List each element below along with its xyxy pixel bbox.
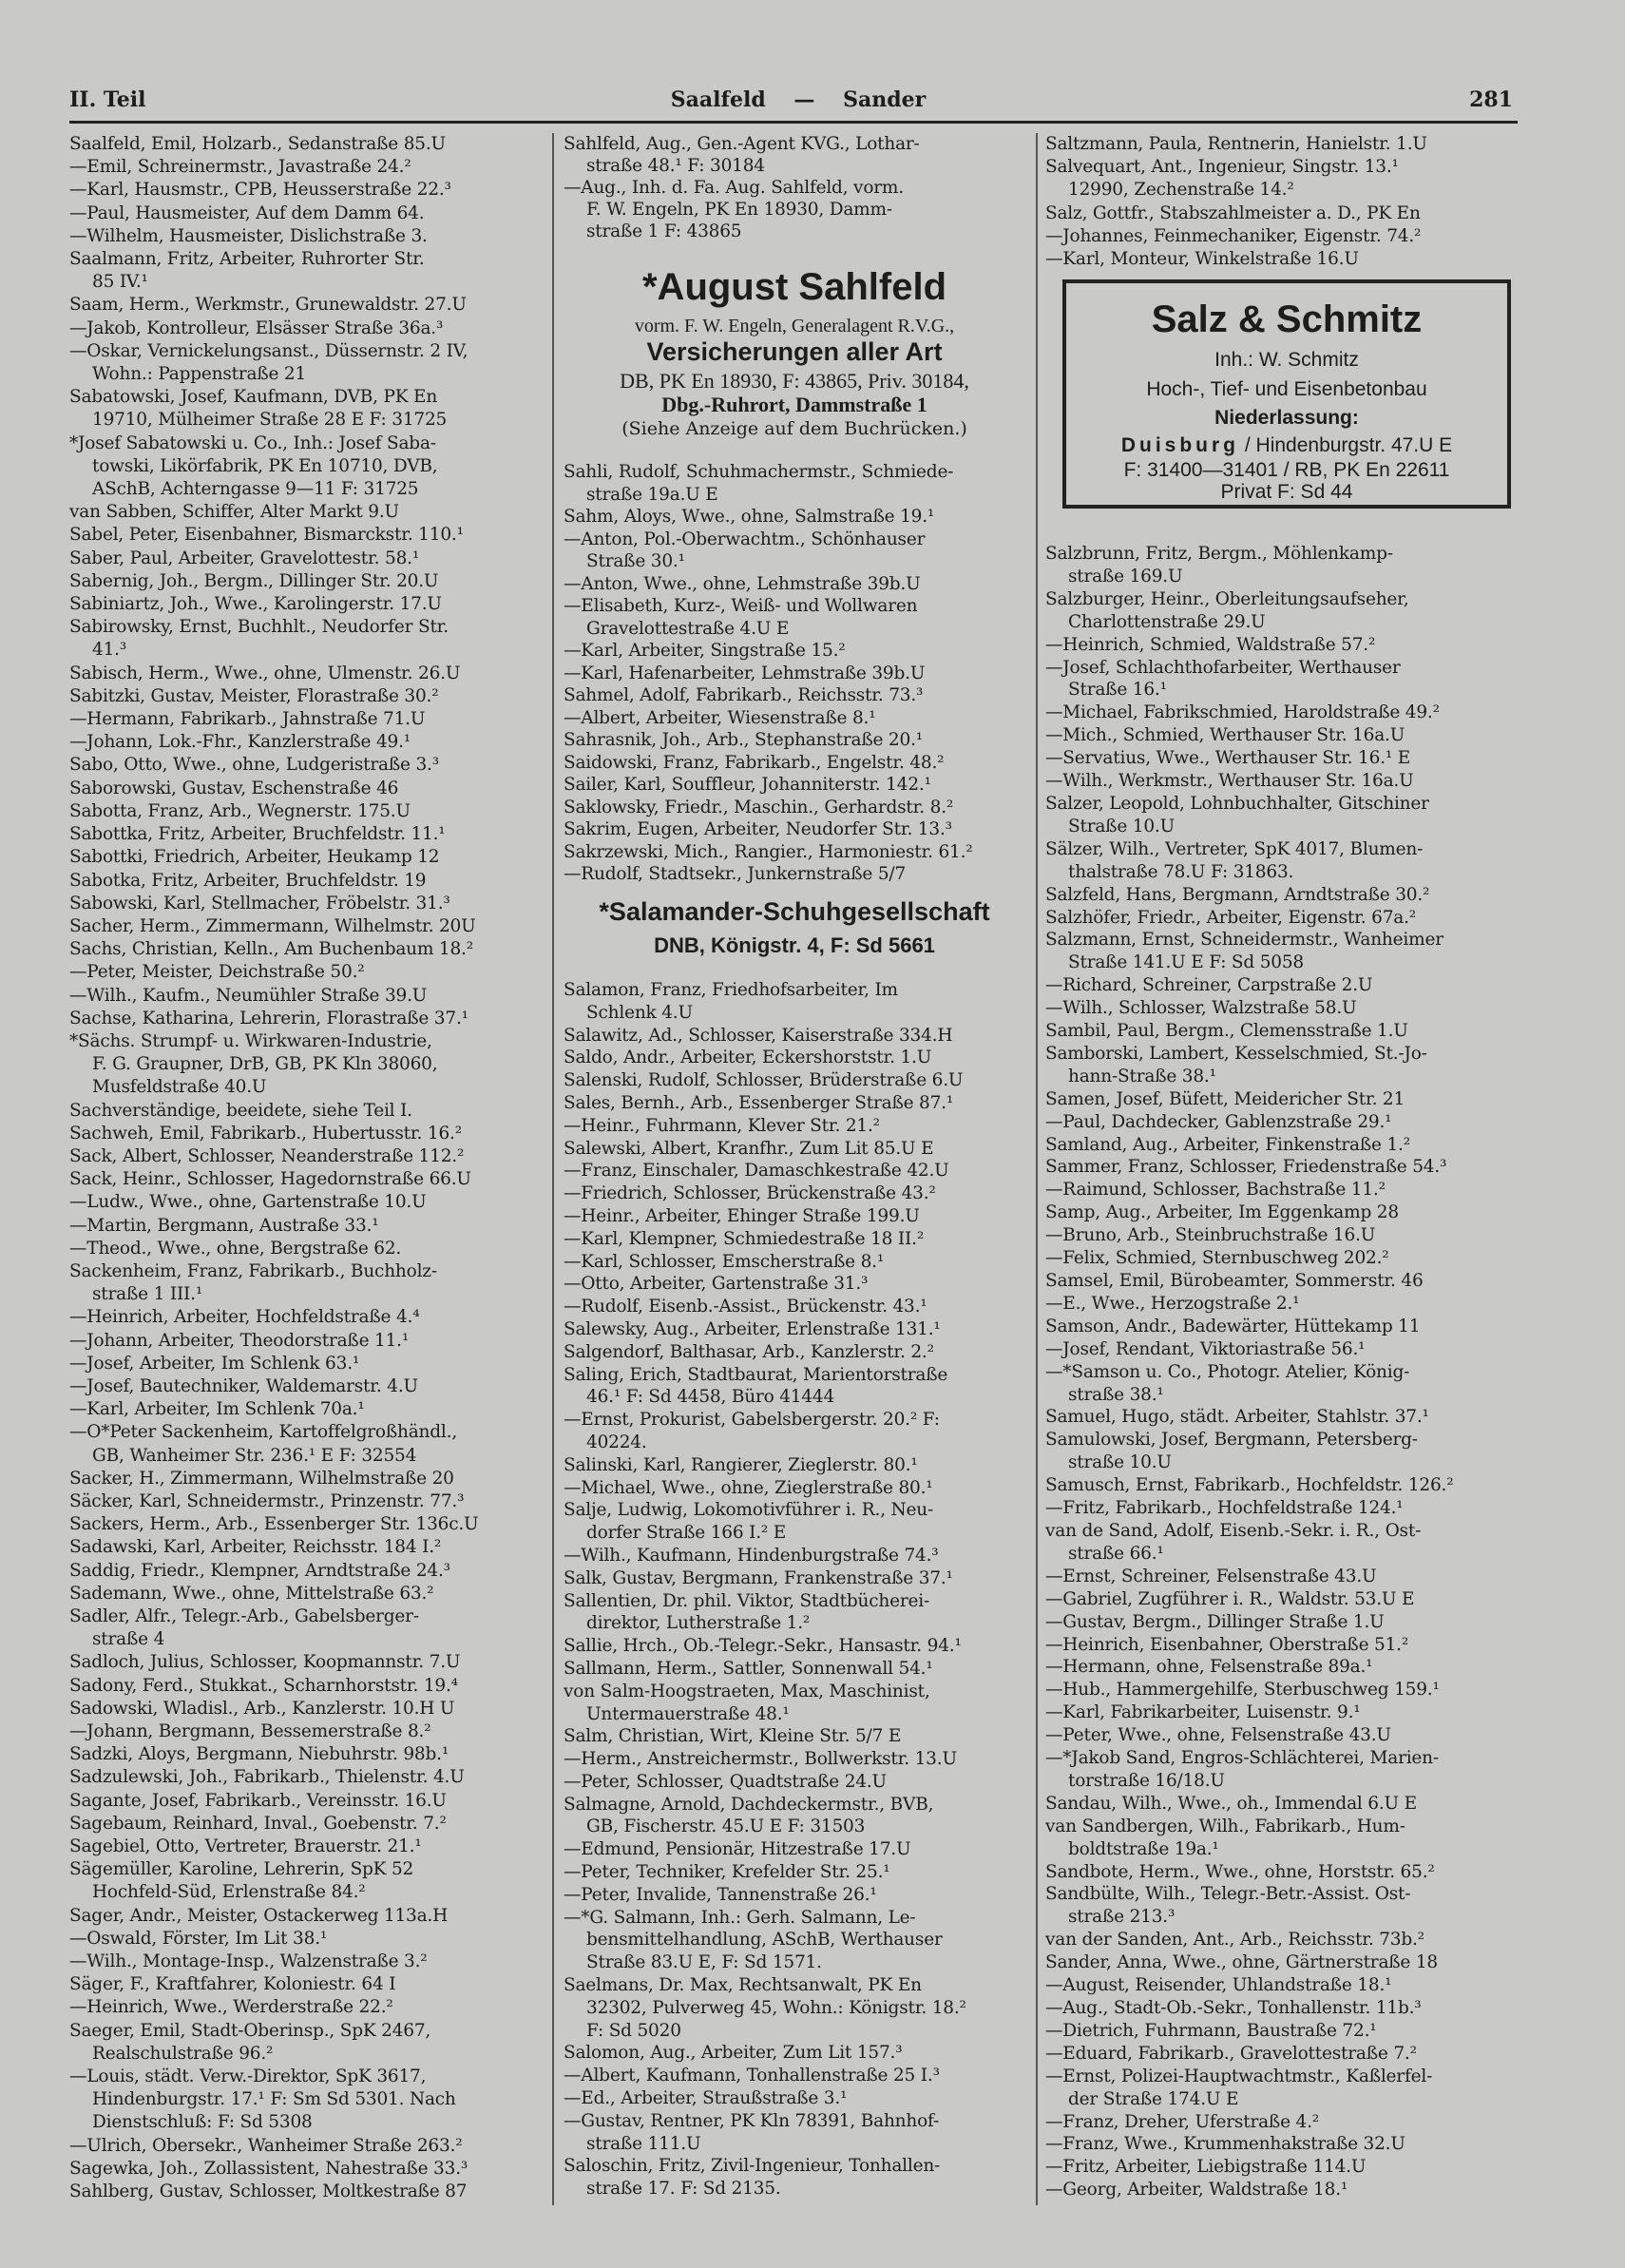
directory-entry-line: —Paul, Dachdecker, Gablenzstraße 29.¹ bbox=[1045, 1111, 1392, 1132]
directory-entry-line: Sagante, Josef, Fabrikarb., Vereinsstr. 16.U bbox=[69, 1790, 447, 1811]
directory-entry-line: —Mich., Schmied, Werthauser Str. 16a.U bbox=[1045, 725, 1405, 746]
directory-entry-line: Sadzulewski, Joh., Fabrikarb., Thielenstr. 4.U bbox=[69, 1767, 465, 1788]
directory-entry-line: van Sabben, Schiffer, Alter Markt 9.U bbox=[69, 502, 399, 523]
entry-continuation-line: torstraße 16/18.U bbox=[1068, 1770, 1225, 1791]
directory-entry-line: Sakrim, Eugen, Arbeiter, Neudorfer Str. 13.³ bbox=[564, 819, 952, 839]
directory-entry-line: Saam, Herm., Werkmstr., Grunewaldstr. 27.U bbox=[69, 295, 467, 316]
directory-entry-line: —Anton, Pol.-Oberwachtm., Schönhauser bbox=[564, 529, 926, 549]
directory-entry-line: Sachse, Katharina, Lehrerin, Florastraße 37.¹ bbox=[69, 1008, 468, 1028]
directory-entry-line: —Heinrich, Wwe., Werderstraße 22.² bbox=[69, 1997, 393, 2018]
directory-entry-line: —Johann, Lok.-Fhr., Kanzlerstraße 49.¹ bbox=[69, 732, 411, 753]
directory-entry-line: —Servatius, Wwe., Werthauser Str. 16.¹ E bbox=[1045, 748, 1411, 769]
range-to: Sander bbox=[843, 87, 927, 112]
directory-entry-line: —Jakob, Kontrolleur, Elsässer Straße 36a.³ bbox=[69, 317, 444, 338]
directory-entry-line: —Heinrich, Eisenbahner, Oberstraße 51.² bbox=[1045, 1634, 1409, 1655]
directory-entry-line: —Georg, Arbeiter, Waldstraße 18.¹ bbox=[1045, 2180, 1348, 2201]
directory-entry-line: Salzfeld, Hans, Bergmann, Arndtstraße 30.² bbox=[1045, 884, 1430, 905]
column-divider bbox=[1036, 133, 1038, 2205]
ad-trade: Hoch-, Tief- und Eisenbetonbau bbox=[1146, 378, 1427, 400]
directory-entry-line: Sabiniartz, Joh., Wwe., Karolingerstr. 17.U bbox=[69, 594, 442, 615]
directory-entry-line: —Heinrich, Arbeiter, Hochfeldstraße 4.⁴ bbox=[69, 1307, 420, 1328]
directory-entry-line: Sabirowsky, Ernst, Buchhlt., Neudorfer Str. bbox=[69, 617, 449, 638]
directory-entry-line: Sadawski, Karl, Arbeiter, Reichsstr. 184 I.² bbox=[69, 1537, 442, 1558]
column-2-entries-c bbox=[564, 979, 1025, 2201]
directory-entry-line: —Wilh., Werkmstr., Werthauser Str. 16a.U bbox=[1045, 771, 1414, 792]
directory-entry-line: Sandbote, Herm., Wwe., ohne, Horststr. 65.² bbox=[1045, 1861, 1435, 1882]
entry-continuation-line: 32302, Pulverweg 45, Wohn.: Königstr. 18.² bbox=[586, 1997, 966, 2018]
entry-continuation-line: straße 1 III.¹ bbox=[92, 1284, 203, 1305]
directory-entry-line: —Karl, Hausmstr., CPB, Heusserstraße 22.³ bbox=[69, 180, 451, 201]
directory-entry-line: Sagebaum, Reinhard, Inval., Goebenstr. 7.² bbox=[69, 1813, 447, 1834]
directory-entry-line: —Johann, Bergmann, Bessemerstraße 8.² bbox=[69, 1721, 431, 1742]
directory-entry-line: —August, Reisender, Uhlandstraße 18.¹ bbox=[1045, 1975, 1392, 1996]
directory-entry-line: Salk, Gustav, Bergmann, Frankenstraße 37.¹ bbox=[564, 1567, 953, 1588]
column-2-entries-b bbox=[564, 461, 1025, 886]
directory-entry-line: Saber, Paul, Arbeiter, Gravelottestr. 58.¹ bbox=[69, 548, 420, 568]
directory-entry-line: Salz, Gottfr., Stabszahlmeister a. D., PK En bbox=[1045, 202, 1421, 223]
entry-continuation-line: straße 111.U bbox=[586, 2133, 701, 2154]
directory-entry-line: —O*Peter Sackenheim, Kartoffelgroßhändl., bbox=[69, 1422, 457, 1443]
ad-address: / Hindenburgstr. 47.U E bbox=[1244, 434, 1453, 456]
directory-entry-line: Saling, Erich, Stadtbaurat, Marientorstraße bbox=[564, 1364, 948, 1385]
directory-entry-line: —Gabriel, Zugführer i. R., Waldstr. 53.U E bbox=[1045, 1588, 1415, 1609]
directory-entry-line: Sälzer, Wilh., Vertreter, SpK 4017, Blumen- bbox=[1045, 838, 1424, 859]
directory-entry-line: —Ernst, Prokurist, Gabelsbergerstr. 20.² F: bbox=[564, 1410, 940, 1431]
directory-entry-line: Salgendorf, Balthasar, Arb., Kanzlerstr. 2.² bbox=[564, 1341, 934, 1362]
running-head bbox=[656, 87, 941, 112]
directory-entry-line: *Josef Sabatowski u. Co., Inh.: Josef Saba- bbox=[69, 432, 436, 453]
entry-continuation-line: der Straße 174.U E bbox=[1068, 2088, 1239, 2109]
directory-entry-line: Sadler, Alfr., Telegr.-Arb., Gabelsberger- bbox=[69, 1606, 419, 1626]
directory-entry-line: —Rudolf, Eisenb.-Assist., Brückenstr. 43.¹ bbox=[564, 1297, 927, 1317]
directory-entry-line: —E., Wwe., Herzogstraße 2.¹ bbox=[1045, 1293, 1300, 1314]
directory-entry-line: —Fritz, Fabrikarb., Hochfeldstraße 124.¹ bbox=[1045, 1498, 1404, 1519]
directory-entry-line: Salzburger, Heinr., Oberleitungsaufseher, bbox=[1045, 588, 1409, 609]
ad-line: DNB, Königstr. 4, F: Sd 5661 bbox=[654, 933, 935, 957]
ad-line: Versicherungen aller Art bbox=[646, 337, 943, 366]
directory-entry-line: —Ludw., Wwe., ohne, Gartenstraße 10.U bbox=[69, 1192, 427, 1213]
directory-entry-line: —Michael, Fabrikschmied, Haroldstraße 49.² bbox=[1045, 702, 1440, 723]
directory-entry-line: —Wilhelm, Hausmeister, Dislichstraße 3. bbox=[69, 225, 428, 246]
ad-private-phone: Privat F: Sd 44 bbox=[1220, 481, 1353, 503]
directory-entry-line: Sabel, Peter, Eisenbahner, Bismarckstr. 110.¹ bbox=[69, 525, 464, 546]
directory-entry-line: Samen, Josef, Büfett, Meidericher Str. 21 bbox=[1045, 1088, 1405, 1109]
entry-continuation-line: straße 48.¹ F: 30184 bbox=[586, 156, 765, 176]
entry-continuation-line: Straße 10.U bbox=[1068, 816, 1175, 836]
entry-continuation-line: Schlenk 4.U bbox=[586, 1002, 693, 1023]
directory-entry-line: Sabotka, Fritz, Arbeiter, Bruchfeldstr. 19 bbox=[69, 870, 427, 891]
directory-entry-line: Samsel, Emil, Bürobeamter, Sommerstr. 46 bbox=[1045, 1271, 1424, 1291]
directory-entry-line: —Karl, Hafenarbeiter, Lehmstraße 39b.U bbox=[564, 663, 926, 683]
directory-entry-line: —Heinr., Fuhrmann, Klever Str. 21.² bbox=[564, 1115, 880, 1136]
entry-continuation-line: Straße 141.U E F: Sd 5058 bbox=[1068, 952, 1304, 973]
directory-entry-line: Sacker, H., Zimmermann, Wilhelmstraße 20 bbox=[69, 1468, 454, 1489]
directory-entry-line: Sallmann, Herm., Sattler, Sonnenwall 54.¹ bbox=[564, 1658, 933, 1679]
directory-entry-line: —Hub., Hammergehilfe, Sterbuschweg 159.¹ bbox=[1045, 1680, 1440, 1701]
entry-continuation-line: 40224. bbox=[586, 1432, 647, 1452]
directory-entry-line: —Franz, Einschaler, Damaschkestraße 42.U bbox=[564, 1161, 949, 1182]
directory-entry-line: —Johannes, Feinmechaniker, Eigenstr. 74.² bbox=[1045, 225, 1422, 246]
directory-entry-line: Sandbülte, Wilh., Telegr.-Betr.-Assist. Ost- bbox=[1045, 1884, 1411, 1905]
entry-continuation-line: Gravelottestraße 4.U E bbox=[586, 618, 790, 639]
ad-phone: F: 31400—31401 / RB, PK En 22611 bbox=[1123, 459, 1450, 481]
part-label: II. Teil bbox=[69, 87, 146, 112]
directory-entry-line: Sahmel, Adolf, Fabrikarb., Reichsstr. 73.³ bbox=[564, 685, 924, 705]
directory-entry-line: van der Sanden, Ant., Arb., Reichsstr. 73b.² bbox=[1045, 1930, 1424, 1951]
directory-entry-line: Sales, Bernh., Arb., Essenberger Straße 87.¹ bbox=[564, 1092, 954, 1113]
directory-entry-line: —Karl, Arbeiter, Im Schlenk 70a.¹ bbox=[69, 1399, 365, 1420]
directory-entry-line: Samuel, Hugo, städt. Arbeiter, Stahlstr. 37.¹ bbox=[1045, 1407, 1429, 1428]
directory-entry-line: —Friedrich, Schlosser, Brückenstraße 43.² bbox=[564, 1183, 936, 1204]
entry-continuation-line: straße 10.U bbox=[1068, 1452, 1172, 1473]
entry-continuation-line: straße 17. F: Sd 2135. bbox=[586, 2179, 781, 2200]
directory-entry-line: Sabitzki, Gustav, Meister, Florastraße 30.² bbox=[69, 685, 439, 706]
directory-entry-line: Saalfeld, Emil, Holzarb., Sedanstraße 85.U bbox=[69, 134, 446, 154]
directory-entry-line: —Karl, Monteur, Winkelstraße 16.U bbox=[1045, 249, 1359, 270]
directory-entry-line: Sachs, Christian, Kelln., Am Buchenbaum 18.² bbox=[69, 939, 473, 960]
directory-entry-line: —Eduard, Fabrikarb., Gravelottestraße 7.² bbox=[1045, 2043, 1417, 2064]
directory-entry-line: Sabowski, Karl, Stellmacher, Fröbelstr. 31.³ bbox=[69, 893, 450, 913]
directory-entry-line: Salewski, Albert, Kranfhr., Zum Lit 85.U E bbox=[564, 1138, 934, 1159]
entry-continuation-line: bensmittelhandlung, ASchB, Werthauser bbox=[586, 1930, 943, 1951]
directory-entry-line: Salewsky, Aug., Arbeiter, Erlenstraße 131.¹ bbox=[564, 1318, 941, 1339]
directory-entry-line: —Wilh., Kaufm., Neumühler Straße 39.U bbox=[69, 985, 428, 1006]
directory-entry-line: Sailer, Karl, Souffleur, Johanniterstr. 142.¹ bbox=[564, 775, 931, 795]
entry-continuation-line: direktor, Lutherstraße 1.² bbox=[586, 1613, 811, 1634]
entry-continuation-line: F. W. Engeln, PK En 18930, Damm- bbox=[586, 200, 892, 220]
directory-entry-line: —Karl, Klempner, Schmiedestraße 18 II.² bbox=[564, 1228, 925, 1249]
directory-entry-line: —Rudolf, Stadtsekr., Junkernstraße 5/7 bbox=[564, 864, 907, 884]
entry-continuation-line: 46.¹ F: Sd 4458, Büro 41444 bbox=[586, 1387, 835, 1408]
directory-entry-line: Sahlfeld, Aug., Gen.-Agent KVG., Lothar- bbox=[564, 134, 920, 154]
entry-continuation-line: F: Sd 5020 bbox=[586, 2020, 681, 2041]
directory-entry-line: —Wilh., Kaufmann, Hindenburgstraße 74.³ bbox=[564, 1545, 939, 1566]
directory-entry-line: Saddig, Friedr., Klempner, Arndtstraße 24.³ bbox=[69, 1560, 450, 1581]
entry-continuation-line: Charlottenstraße 29.U bbox=[1068, 611, 1266, 632]
directory-entry-line: Samusch, Ernst, Fabrikarb., Hochfeldstr. 126.² bbox=[1045, 1475, 1454, 1496]
directory-entry-line: Sabottka, Fritz, Arbeiter, Bruchfeldstr. 11.¹ bbox=[69, 824, 446, 845]
directory-entry-line: van de Sand, Adolf, Eisenb.-Sekr. i. R., Ost- bbox=[1045, 1520, 1422, 1541]
directory-entry-line: Sambil, Paul, Bergm., Clemensstraße 1.U bbox=[1045, 1021, 1408, 1042]
directory-entry-line: Sacher, Herm., Zimmermann, Wilhelmstr. 20U bbox=[69, 915, 476, 936]
directory-entry-line: —Hermann, Fabrikarb., Jahnstraße 71.U bbox=[69, 709, 426, 730]
directory-entry-line: Sabottki, Friedrich, Arbeiter, Heukamp 12 bbox=[69, 847, 440, 868]
column-1-entries bbox=[69, 133, 545, 2203]
directory-entry-line: —Oswald, Förster, Im Lit 38.¹ bbox=[69, 1928, 328, 1949]
entry-continuation-line: Hochfeld-Süd, Erlenstraße 84.² bbox=[92, 1882, 366, 1903]
directory-entry-line: Sahrasnik, Joh., Arb., Stephanstraße 20.¹ bbox=[564, 730, 923, 750]
directory-entry-line: Salinski, Karl, Rangierer, Zieglerstr. 80.¹ bbox=[564, 1454, 918, 1475]
directory-entry-line: —Peter, Techniker, Krefelder Str. 25.¹ bbox=[564, 1862, 890, 1883]
directory-entry-line: —Otto, Arbeiter, Gartenstraße 31.³ bbox=[564, 1274, 869, 1295]
entry-continuation-line: 12990, Zechenstraße 14.² bbox=[1068, 180, 1294, 201]
directory-entry-line: —Josef, Rendant, Viktoriastraße 56.¹ bbox=[1045, 1338, 1366, 1359]
entry-continuation-line: Realschulstraße 96.² bbox=[92, 2043, 274, 2064]
directory-entry-line: —Karl, Schlosser, Emscherstraße 8.¹ bbox=[564, 1251, 885, 1272]
directory-entry-line: Säcker, Karl, Schneidermstr., Prinzenstr. 77.³ bbox=[69, 1490, 465, 1511]
directory-entry-line: Saltzmann, Paula, Rentnerin, Hanielstr. 1.U bbox=[1045, 134, 1427, 154]
ad-line: (Siehe Anzeige auf dem Buchrücken.) bbox=[621, 418, 967, 439]
entry-continuation-line: towski, Likörfabrik, PK En 10710, DVB, bbox=[92, 455, 438, 476]
range-dash: — bbox=[793, 87, 815, 112]
ad-branch-label: Niederlassung: bbox=[1214, 407, 1359, 429]
directory-entry-line: Samborski, Lambert, Kesselschmied, St.-Jo- bbox=[1045, 1043, 1427, 1064]
directory-entry-line: Samland, Aug., Arbeiter, Finkenstraße 1.² bbox=[1045, 1134, 1410, 1155]
directory-entry-line: —Paul, Hausmeister, Auf dem Damm 64. bbox=[69, 202, 425, 223]
directory-entry-line: Sackenheim, Franz, Fabrikarb., Buchholz- bbox=[69, 1260, 437, 1281]
directory-entry-line: —Josef, Arbeiter, Im Schlenk 63.¹ bbox=[69, 1353, 360, 1374]
directory-entry-line: —Wilh., Schlosser, Walzstraße 58.U bbox=[1045, 998, 1357, 1019]
directory-entry-line: —Ernst, Polizei-Hauptwachtmstr., Kaßlerfel- bbox=[1045, 2066, 1433, 2086]
ad-owner: Inh.: W. Schmitz bbox=[1214, 349, 1359, 371]
directory-entry-line: —Raimund, Schlosser, Bachstraße 11.² bbox=[1045, 1180, 1386, 1201]
directory-entry-line: —Ulrich, Obersekr., Wanheimer Straße 263.² bbox=[69, 2135, 463, 2156]
directory-entry-line: —*Samson u. Co., Photogr. Atelier, König- bbox=[1045, 1361, 1410, 1382]
entry-continuation-line: F. G. Graupner, DrB, GB, PK Kln 38060, bbox=[92, 1054, 438, 1075]
directory-entry-line: —Karl, Arbeiter, Singstraße 15.² bbox=[564, 641, 846, 661]
directory-entry-line: —Josef, Schlachthofarbeiter, Werthauser bbox=[1045, 657, 1401, 678]
directory-entry-line: —Martin, Bergmann, Austraße 33.¹ bbox=[69, 1215, 379, 1236]
ad-address-line bbox=[1062, 434, 1511, 457]
range-from: Saalfeld bbox=[670, 87, 766, 112]
directory-entry-line: Saklowsky, Friedr., Maschin., Gerhardstr. 8.² bbox=[564, 797, 954, 817]
directory-entry-line: Salawitz, Ad., Schlosser, Kaiserstraße 334.H bbox=[564, 1025, 953, 1046]
directory-entry-line: Sadowski, Wladisl., Arb., Kanzlerstr. 10.H U bbox=[69, 1698, 455, 1719]
column-divider bbox=[552, 133, 554, 2205]
directory-entry-line: —Albert, Kaufmann, Tonhallenstraße 25 I.³ bbox=[564, 2066, 940, 2086]
directory-entry-line: —Dietrich, Fuhrmann, Baustraße 72.¹ bbox=[1045, 2020, 1377, 2041]
ad-title: Salz & Schmitz bbox=[1151, 298, 1423, 340]
directory-entry-line: Salamon, Franz, Friedhofsarbeiter, Im bbox=[564, 980, 898, 1000]
entry-continuation-line: Musfeldstraße 40.U bbox=[92, 1077, 267, 1098]
directory-entry-line: —Peter, Invalide, Tannenstraße 26.¹ bbox=[564, 1884, 877, 1905]
directory-entry-line: Samp, Aug., Arbeiter, Im Eggenkamp 28 bbox=[1045, 1202, 1399, 1223]
ad-title: *August Sahlfeld bbox=[641, 266, 947, 308]
directory-entry-line: Sabo, Otto, Wwe., ohne, Ludgeristraße 3.³ bbox=[69, 755, 439, 776]
header-rule bbox=[69, 121, 1518, 124]
directory-entry-line: —Emil, Schreinermstr., Javastraße 24.² bbox=[69, 157, 411, 178]
directory-entry-line: Sallie, Hrch., Ob.-Telegr.-Sekr., Hansastr. 94.¹ bbox=[564, 1636, 962, 1657]
directory-entry-line: —Peter, Schlosser, Quadtstraße 24.U bbox=[564, 1771, 887, 1792]
directory-entry-line: —Fritz, Arbeiter, Liebigstraße 114.U bbox=[1045, 2157, 1367, 2178]
directory-entry-line: —Aug., Inh. d. Fa. Aug. Sahlfeld, vorm. bbox=[564, 178, 904, 198]
directory-entry-line: —Wilh., Montage-Insp., Walzenstraße 3.² bbox=[69, 1951, 428, 1972]
entry-continuation-line: Untermauerstraße 48.¹ bbox=[586, 1703, 790, 1724]
entry-continuation-line: Straße 83.U E, F: Sd 1571. bbox=[586, 1952, 822, 1973]
entry-continuation-line: straße 4 bbox=[92, 1629, 165, 1650]
directory-entry-line: —Michael, Wwe., ohne, Zieglerstraße 80.¹ bbox=[564, 1477, 933, 1498]
directory-entry-line: Sander, Anna, Wwe., ohne, Gärtnerstraße 18 bbox=[1045, 1952, 1438, 1973]
directory-entry-line: Säger, F., Kraftfahrer, Koloniestr. 64 I bbox=[69, 1974, 396, 1995]
directory-entry-line: —Bruno, Arb., Steinbruchstraße 16.U bbox=[1045, 1225, 1376, 1246]
directory-entry-line: Sabotta, Franz, Arb., Wegnerstr. 175.U bbox=[69, 800, 411, 821]
directory-entry-line: Saborowski, Gustav, Eschenstraße 46 bbox=[69, 778, 399, 798]
entry-continuation-line: straße 19a.U E bbox=[586, 484, 718, 505]
directory-entry-line: —Elisabeth, Kurz-, Weiß- und Wollwaren bbox=[564, 596, 918, 616]
directory-entry-line: —Peter, Meister, Deichstraße 50.² bbox=[69, 962, 365, 983]
ad-line: DB, PK En 18930, F: 43865, Priv. 30184, bbox=[620, 369, 969, 393]
directory-entry-line: Sagewka, Joh., Zollassistent, Nahestraße 33.³ bbox=[69, 2158, 468, 2179]
directory-entry-line: Sabatowski, Josef, Kaufmann, DVB, PK En bbox=[69, 387, 438, 408]
directory-entry-line: —Gustav, Rentner, PK Kln 78391, Bahnhof- bbox=[564, 2110, 940, 2131]
entry-continuation-line: 41.³ bbox=[92, 640, 127, 661]
directory-entry-line: Sahlberg, Gustav, Schlosser, Moltkestraße 87 bbox=[69, 2182, 468, 2202]
directory-entry-line: Sack, Albert, Schlosser, Neanderstraße 112.² bbox=[69, 1145, 465, 1166]
directory-entry-line: —Peter, Wwe., ohne, Felsenstraße 43.U bbox=[1045, 1725, 1391, 1746]
ad-line: vorm. F. W. Engeln, Generalagent R.V.G., bbox=[634, 316, 955, 336]
directory-entry-line: —Heinr., Arbeiter, Ehinger Straße 199.U bbox=[564, 1205, 920, 1226]
column-3-entries-b bbox=[1045, 543, 1516, 2201]
directory-entry-line: Saloschin, Fritz, Zivil-Ingenieur, Tonhallen- bbox=[564, 2156, 941, 2177]
directory-entry-line: Sahm, Aloys, Wwe., ohne, Salmstraße 19.¹ bbox=[564, 507, 935, 527]
entry-continuation-line: straße 1 F: 43865 bbox=[586, 221, 742, 241]
directory-entry-line: —Albert, Arbeiter, Wiesenstraße 8.¹ bbox=[564, 707, 876, 728]
directory-entry-line: —Ed., Arbeiter, Straußstraße 3.¹ bbox=[564, 2088, 848, 2109]
entry-continuation-line: 85 IV.¹ bbox=[92, 272, 148, 293]
entry-continuation-line: Wohn.: Pappenstraße 21 bbox=[92, 364, 307, 385]
entry-continuation-line: Straße 16.¹ bbox=[1068, 680, 1167, 701]
entry-continuation-line: ASchB, Achterngasse 9—11 F: 31725 bbox=[92, 479, 419, 500]
directory-entry-line: —*G. Salmann, Inh.: Gerh. Salmann, Le- bbox=[564, 1907, 916, 1928]
directory-entry-line: Sachweh, Emil, Fabrikarb., Hubertusstr. 16.² bbox=[69, 1123, 462, 1144]
directory-entry-line: Sakrzewski, Mich., Rangier., Harmoniestr. 61.² bbox=[564, 841, 973, 862]
entry-continuation-line: straße 38.¹ bbox=[1068, 1384, 1164, 1405]
directory-entry-line: —Richard, Schreiner, Carpstraße 2.U bbox=[1045, 975, 1373, 996]
directory-entry-line: Salenski, Rudolf, Schlosser, Brüderstraße 6.U bbox=[564, 1070, 964, 1091]
directory-entry-line: Saeger, Emil, Stadt-Oberinsp., SpK 2467, bbox=[69, 2020, 431, 2041]
directory-entry-line: —Heinrich, Schmied, Waldstraße 57.² bbox=[1045, 634, 1376, 655]
directory-entry-line: —Felix, Schmied, Sternbuschweg 202.² bbox=[1045, 1248, 1389, 1269]
entry-continuation-line: thalstraße 78.U F: 31863. bbox=[1068, 861, 1294, 882]
directory-entry-line: von Salm-Hoogstraeten, Max, Maschinist, bbox=[564, 1681, 930, 1701]
directory-entry-line: Salzbrunn, Fritz, Bergm., Möhlenkamp- bbox=[1045, 544, 1393, 564]
directory-entry-line: —Karl, Fabrikarbeiter, Luisenstr. 9.¹ bbox=[1045, 1702, 1361, 1723]
directory-entry-line: Salomon, Aug., Arbeiter, Zum Lit 157.³ bbox=[564, 2043, 903, 2064]
directory-entry-line: —Edmund, Pensionär, Hitzestraße 17.U bbox=[564, 1839, 911, 1860]
entry-continuation-line: GB, Wanheimer Str. 236.¹ E F: 32554 bbox=[92, 1445, 417, 1466]
directory-entry-line: —Josef, Bautechniker, Waldemarstr. 4.U bbox=[69, 1375, 418, 1396]
entry-continuation-line: straße 66.¹ bbox=[1068, 1543, 1164, 1564]
directory-entry-line: Sachverständige, beeidete, siehe Teil I. bbox=[69, 1100, 412, 1121]
entry-continuation-line: Straße 30.¹ bbox=[586, 551, 685, 571]
directory-entry-line: —Anton, Wwe., ohne, Lehmstraße 39b.U bbox=[564, 573, 921, 594]
directory-entry-line: Sager, Andr., Meister, Ostackerweg 113a.H bbox=[69, 1905, 449, 1926]
column-3-entries-a bbox=[1045, 133, 1516, 271]
entry-continuation-line: Hindenburgstr. 17.¹ F: Sm Sd 5301. Nach bbox=[92, 2089, 456, 2110]
entry-continuation-line: 19710, Mülheimer Straße 28 E F: 31725 bbox=[92, 410, 448, 431]
directory-entry-line: Sadloch, Julius, Schlosser, Koopmannstr. 7.U bbox=[69, 1652, 461, 1673]
directory-entry-line: Sägemüller, Karoline, Lehrerin, SpK 52 bbox=[69, 1859, 414, 1880]
directory-entry-line: —Franz, Dreher, Uferstraße 4.² bbox=[1045, 2111, 1319, 2132]
directory-entry-line: —*Jakob Sand, Engros-Schlächterei, Marien- bbox=[1045, 1748, 1439, 1769]
directory-entry-line: van Sandbergen, Wilh., Fabrikarb., Hum- bbox=[1045, 1816, 1405, 1836]
directory-entry-line: Sack, Heinr., Schlosser, Hagedornstraße 66.U bbox=[69, 1169, 471, 1190]
ad-city: Duisburg bbox=[1120, 434, 1240, 456]
directory-entry-line: Sademann, Wwe., ohne, Mittelstraße 63.² bbox=[69, 1583, 434, 1604]
ad-line: Dbg.-Ruhrort, Dammstraße 1 bbox=[661, 393, 927, 416]
directory-entry-line: Sandau, Wilh., Wwe., oh., Immendal 6.U E bbox=[1045, 1793, 1417, 1814]
entry-continuation-line: straße 213.³ bbox=[1068, 1907, 1176, 1928]
directory-entry-line: Sadzki, Aloys, Bergmann, Niebuhrstr. 98b.¹ bbox=[69, 1744, 449, 1765]
directory-entry-line: Salvequart, Ant., Ingenieur, Singstr. 13.¹ bbox=[1045, 157, 1399, 178]
entry-continuation-line: GB, Fischerstr. 45.U E F: 31503 bbox=[586, 1816, 866, 1837]
directory-entry-line: Salzer, Leopold, Lohnbuchhalter, Gitschiner bbox=[1045, 793, 1429, 814]
entry-continuation-line: hann-Straße 38.¹ bbox=[1068, 1066, 1216, 1086]
directory-entry-line: Salje, Ludwig, Lokomotivführer i. R., Neu- bbox=[564, 1500, 934, 1521]
directory-entry-line: —Hermann, ohne, Felsenstraße 89a.¹ bbox=[1045, 1657, 1373, 1678]
directory-entry-line: Saldo, Andr., Arbeiter, Eckershorststr. 1.U bbox=[564, 1048, 932, 1068]
directory-entry-line: Salmagne, Arnold, Dachdeckermstr., BVB, bbox=[564, 1794, 934, 1815]
column-2-entries-a bbox=[564, 133, 1025, 242]
ad-title: *Salamander-Schuhgesellschaft bbox=[599, 897, 990, 926]
directory-entry-line: Sagebiel, Otto, Vertreter, Brauerstr. 21.¹ bbox=[69, 1836, 422, 1857]
directory-entry-line: Saalmann, Fritz, Arbeiter, Ruhrorter Str. bbox=[69, 249, 425, 270]
directory-entry-line: —Theod., Wwe., ohne, Bergstraße 62. bbox=[69, 1238, 402, 1259]
directory-entry-line: —Gustav, Bergm., Dillinger Straße 1.U bbox=[1045, 1611, 1385, 1632]
entry-continuation-line: dorfer Straße 166 I.² E bbox=[586, 1523, 787, 1544]
directory-entry-line: —Herm., Anstreichermstr., Bollwerkstr. 13.U bbox=[564, 1749, 957, 1770]
entry-continuation-line: Dienstschluß: F: Sd 5308 bbox=[92, 2112, 313, 2133]
directory-entry-line: Saelmans, Dr. Max, Rechtsanwalt, PK En bbox=[564, 1975, 922, 1996]
directory-entry-line: Samson, Andr., Badewärter, Hüttekamp 11 bbox=[1045, 1316, 1421, 1336]
directory-entry-line: —Oskar, Vernickelungsanst., Düssernstr. 2 IV, bbox=[69, 340, 468, 361]
directory-entry-line: *Sächs. Strumpf- u. Wirkwaren-Industrie, bbox=[69, 1030, 432, 1051]
directory-entry-line: —Ernst, Schreiner, Felsenstraße 43.U bbox=[1045, 1566, 1377, 1586]
directory-entry-line: —Franz, Wwe., Krummenhakstraße 32.U bbox=[1045, 2134, 1405, 2155]
directory-entry-line: Salzmann, Ernst, Schneidermstr., Wanheimer bbox=[1045, 930, 1443, 951]
directory-entry-line: Sallentien, Dr. phil. Viktor, Stadtbücherei- bbox=[564, 1590, 929, 1611]
directory-entry-line: Sabernig, Joh., Bergm., Dillinger Str. 20.U bbox=[69, 570, 439, 591]
directory-entry-line: Sammer, Franz, Schlosser, Friedenstraße 54.³ bbox=[1045, 1157, 1447, 1178]
directory-entry-line: Samulowski, Josef, Bergmann, Petersberg- bbox=[1045, 1430, 1418, 1451]
directory-entry-line: Sadony, Ferd., Stukkat., Scharnhorststr. 19.⁴ bbox=[69, 1675, 458, 1696]
directory-entry-line: —Louis, städt. Verw.-Direktor, SpK 3617, bbox=[69, 2066, 427, 2087]
directory-entry-line: Sackers, Herm., Arb., Essenberger Str. 136c.U bbox=[69, 1514, 479, 1535]
directory-entry-line: Salzhöfer, Friedr., Arbeiter, Eigenstr. 67a.² bbox=[1045, 907, 1416, 928]
directory-entry-line: —Johann, Arbeiter, Theodorstraße 11.¹ bbox=[69, 1330, 410, 1351]
directory-entry-line: Saidowski, Franz, Fabrikarb., Engelstr. 48.² bbox=[564, 752, 945, 773]
entry-continuation-line: boldtstraße 19a.¹ bbox=[1068, 1838, 1219, 1859]
directory-entry-line: Salm, Christian, Wirt, Kleine Str. 5/7 E bbox=[564, 1726, 902, 1747]
page-number: 281 bbox=[1469, 87, 1513, 112]
directory-entry-line: Sabisch, Herm., Wwe., ohne, Ulmenstr. 26.U bbox=[69, 663, 461, 683]
directory-entry-line: Sahli, Rudolf, Schuhmachermstr., Schmiede- bbox=[564, 462, 954, 482]
directory-entry-line: —Aug., Stadt-Ob.-Sekr., Tonhallenstr. 11b.³ bbox=[1045, 1998, 1422, 2018]
entry-continuation-line: straße 169.U bbox=[1068, 566, 1183, 586]
